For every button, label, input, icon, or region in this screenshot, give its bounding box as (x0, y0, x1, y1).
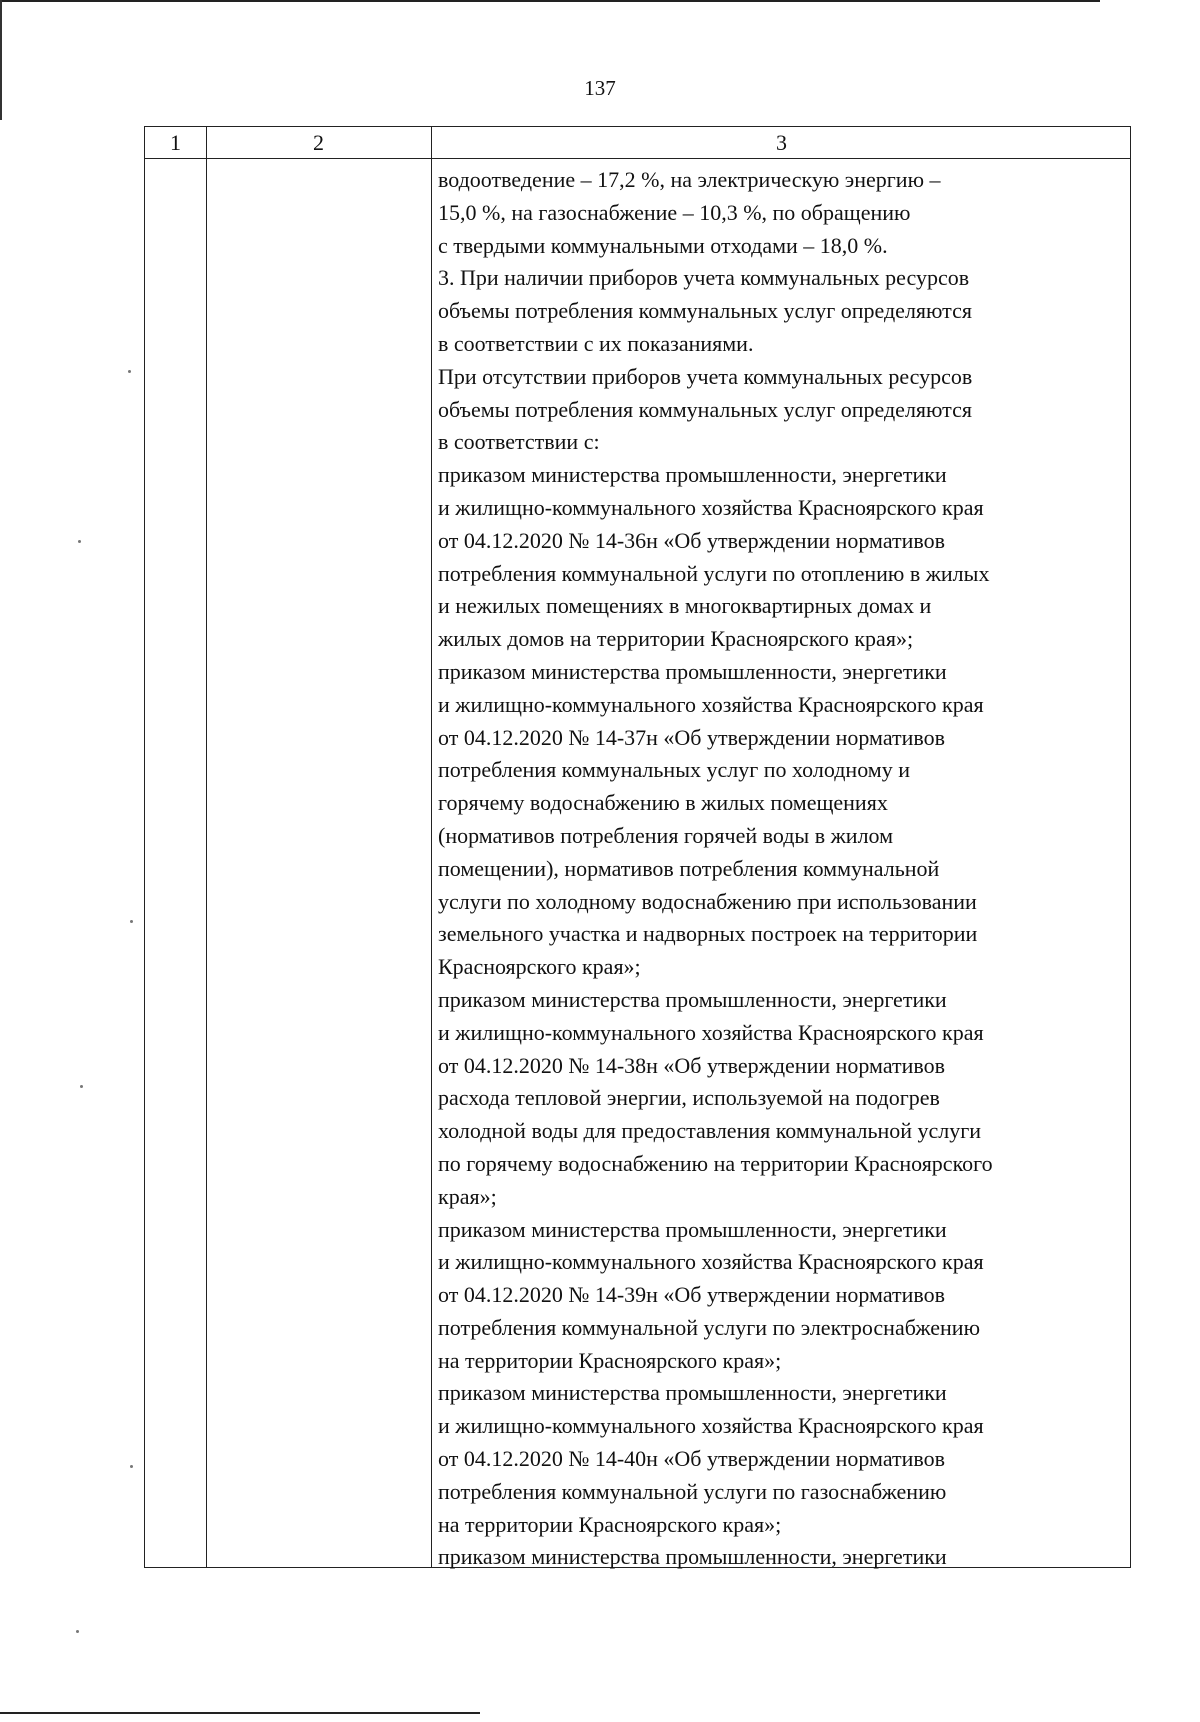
text-line: объемы потребления коммунальных услуг определяются (438, 396, 972, 422)
text-line: холодной воды для предоставления коммунальной услуги (438, 1118, 982, 1144)
text-line: от 04.12.2020 № 14-37н «Об утверждении нормативов (438, 724, 946, 750)
text-line: 3. При наличии приборов учета коммунальных ресурсов (438, 265, 970, 291)
column-header-3: 3 (776, 130, 787, 155)
column-header-2: 2 (313, 130, 324, 155)
text-line: водоотведение – 17,2 %, на электрическую энергию – (438, 167, 941, 192)
text-line: по горячему водоснабжению на территории Красноярского (438, 1150, 993, 1176)
scan-speck (78, 540, 81, 543)
text-line: приказом министерства промышленности, энергетики (438, 1380, 947, 1406)
scan-speck (80, 1085, 83, 1088)
text-line: от 04.12.2020 № 14-39н «Об утверждении нормативов (438, 1282, 946, 1308)
text-line: приказом министерства промышленности, энергетики (438, 1216, 947, 1242)
text-line: приказом министерства промышленности, энергетики (438, 1544, 947, 1570)
scan-speck (130, 920, 133, 923)
scan-top-edge-line (0, 0, 1100, 2)
text-line: потребления коммунальной услуги по электроснабжению (438, 1314, 981, 1340)
text-line: и жилищно-коммунального хозяйства Красноярского края (438, 1249, 984, 1275)
text-line: 15,0 %, на газоснабжение – 10,3 %, по обращению (438, 199, 911, 225)
text-line: на территории Красноярского края»; (438, 1511, 782, 1537)
text-line: расхода тепловой энергии, используемой на подогрев (438, 1085, 940, 1111)
scan-bottom-edge-line (0, 1712, 480, 1714)
text-line: помещении), нормативов потребления коммунальной (438, 855, 940, 881)
text-line: и жилищно-коммунального хозяйства Красноярского края (438, 1413, 984, 1439)
text-line: и нежилых помещениях в многоквартирных домах и (438, 593, 932, 619)
text-line: и жилищно-коммунального хозяйства Красноярского края (438, 1019, 984, 1045)
text-line: потребления коммунальной услуги по отоплению в жилых (438, 560, 990, 586)
text-line: края»; (438, 1183, 497, 1209)
text-line: объемы потребления коммунальных услуг определяются (438, 298, 972, 324)
text-line: и жилищно-коммунального хозяйства Красноярского края (438, 494, 984, 520)
text-line: в соответствии с: (438, 429, 600, 455)
column-3-cell-text (438, 164, 1128, 1574)
text-line: от 04.12.2020 № 14-38н «Об утверждении нормативов (438, 1052, 946, 1078)
text-line: услуги по холодному водоснабжению при использовании (438, 888, 977, 914)
text-line: При отсутствии приборов учета коммунальных ресурсов (438, 363, 973, 389)
text-line: потребления коммунальной услуги по газоснабжению (438, 1478, 947, 1504)
text-line: на территории Красноярского края»; (438, 1347, 782, 1373)
text-line: горячему водоснабжению в жилых помещениях (438, 790, 888, 816)
text-line: потребления коммунальных услуг по холодному и (438, 757, 910, 783)
text-line: земельного участка и надворных построек на территории (438, 921, 978, 947)
text-line: и жилищно-коммунального хозяйства Красноярского края (438, 691, 984, 717)
scan-left-edge-line (0, 0, 2, 120)
text-line: жилых домов на территории Красноярского края»; (438, 626, 914, 652)
text-line: Красноярского края»; (438, 954, 641, 980)
table-header-row (145, 127, 1130, 159)
text-line: приказом министерства промышленности, энергетики (438, 658, 947, 684)
scan-speck (130, 1465, 133, 1468)
content-table (144, 126, 1131, 1568)
text-line: приказом министерства промышленности, энергетики (438, 462, 947, 488)
scan-speck (128, 370, 131, 373)
column-divider-2 (431, 127, 432, 1567)
text-line: приказом министерства промышленности, энергетики (438, 986, 947, 1012)
text-line: от 04.12.2020 № 14-40н «Об утверждении нормативов (438, 1446, 946, 1472)
page-number: 137 (584, 76, 616, 100)
column-header-1: 1 (170, 130, 181, 155)
text-line: (нормативов потребления горячей воды в жилом (438, 822, 894, 848)
column-divider-1 (206, 127, 207, 1567)
text-line: от 04.12.2020 № 14-36н «Об утверждении нормативов (438, 527, 946, 553)
text-line: в соответствии с их показаниями. (438, 330, 754, 356)
scan-speck (76, 1630, 79, 1633)
text-line: с твердыми коммунальными отходами – 18,0 %. (438, 232, 888, 258)
